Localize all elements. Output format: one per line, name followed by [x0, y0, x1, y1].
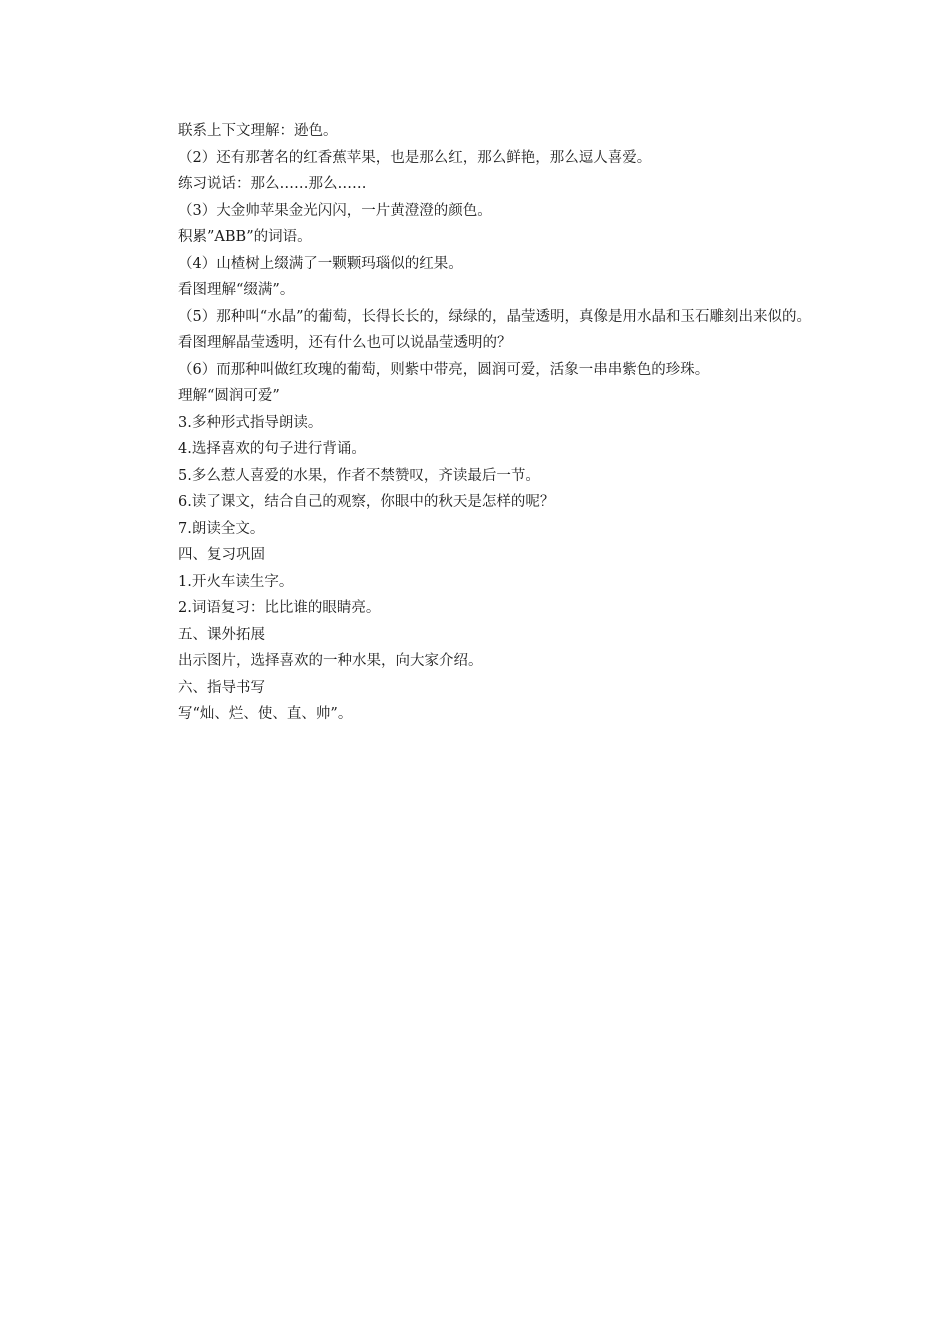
paragraph: 出示图片，选择喜欢的一种水果，向大家介绍。 [178, 653, 483, 669]
paragraph: （2）还有那著名的红香蕉苹果，也是那么红，那么鲜艳，那么逗人喜爱。 [178, 149, 652, 166]
paragraph: 6.读了课文，结合自己的观察，你眼中的秋天是怎样的呢？ [178, 494, 555, 510]
paragraph: 3.多种形式指导朗读。 [178, 414, 323, 431]
paragraph: 练习说话：那么……那么…… [178, 176, 367, 192]
section-heading: 六、指导书写 [178, 679, 265, 696]
paragraph: 看图理解晶莹透明，还有什么也可以说晶莹透明的？ [178, 335, 512, 351]
paragraph: 7.朗读全文。 [178, 520, 265, 537]
paragraph: （5）那种叫“水晶”的葡萄，长得长长的，绿绿的，晶莹透明，真像是用水晶和玉石雕刻出来似的。 [178, 308, 812, 325]
paragraph: 4.选择喜欢的句子进行背诵。 [178, 441, 366, 457]
paragraph: 积累”ABB”的词语。 [178, 229, 312, 245]
paragraph: （4）山楂树上缀满了一颗颗玛瑙似的红果。 [178, 255, 463, 272]
paragraph: （6）而那种叫做红玫瑰的葡萄，则紫中带亮，圆润可爱，活象一串串紫色的珍珠。 [178, 361, 710, 378]
document-body [145, 118, 813, 728]
paragraph: 1.开火车读生字。 [178, 573, 294, 590]
paragraph: 2.词语复习：比比谁的眼睛亮。 [178, 600, 381, 616]
paragraph: 联系上下文理解：逊色。 [178, 123, 338, 139]
section-heading: 五、课外拓展 [178, 626, 265, 643]
paragraph: （3）大金帅苹果金光闪闪，一片黄澄澄的颜色。 [178, 202, 492, 219]
paragraph: 看图理解“缀满”。 [178, 282, 295, 298]
paragraph: 写“灿、烂、使、直、帅”。 [178, 706, 353, 722]
paragraph: 理解“圆润可爱” [178, 388, 280, 404]
section-heading: 四、复习巩固 [178, 547, 265, 563]
paragraph: 5.多么惹人喜爱的水果，作者不禁赞叹，齐读最后一节。 [178, 467, 540, 484]
